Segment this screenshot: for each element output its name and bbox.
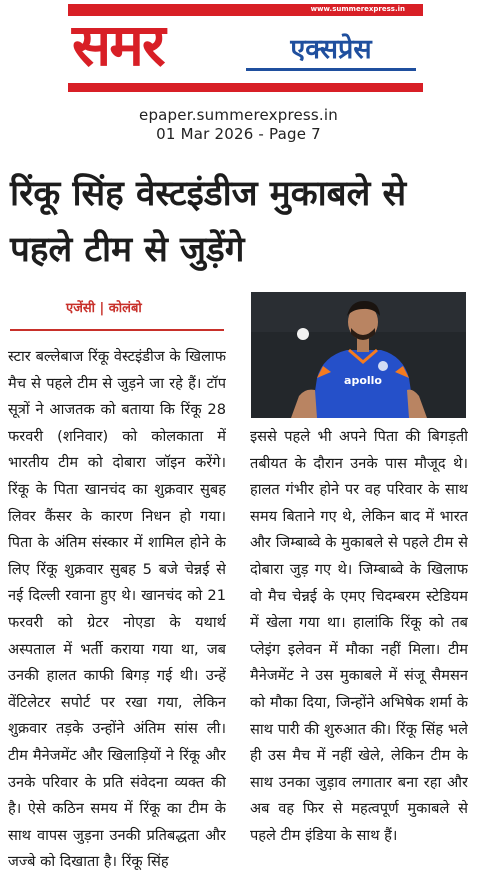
jersey-sponsor-text: apollo: [344, 374, 382, 387]
player-photo-illustration: [251, 292, 466, 418]
masthead-subname: एक्सप्रेस: [290, 34, 372, 65]
masthead-logo: [68, 4, 423, 92]
source-date-page: 01 Mar 2026 - Page 7: [156, 125, 321, 143]
cricket-ball: [297, 328, 309, 340]
source-info: [0, 106, 477, 144]
source-site: epaper.summerexpress.in: [139, 106, 338, 124]
masthead-name: समर: [72, 11, 164, 79]
masthead-url: www.summerexpress.in: [310, 5, 405, 13]
article-headline: रिंकू सिंह वेस्टइंडीज मुकाबले से पहले टीम से जुड़ेंगे: [10, 174, 407, 270]
article-column-left: स्टार बल्लेबाज रिंकू वेस्टइंडीज के खिलाफ मैच से पहले टीम से जुड़ने जा रहे हैं। टॉप सूत्रों ने आजतक को बताया कि रिंकू 28 फरवरी (शनिवार) को कोलकाता में भारतीय टीम को दोबारा जॉइन करेंगे। रिंकू के पिता खानचंद का शुक्रवार सुबह लिवर कैंसर के कारण निधन हो गया। पिता के अंतिम संस्कार में शामिल होने के लिए रिंकू शुक्रवार सुबह 5 बजे चेन्नई से नई दिल्ली रवाना हुए थे। खानचंद को 21 फरवरी को ग्रेटर नोएडा के यथार्थ अस्पताल में भर्ती कराया गया था, जब उनकी हालत काफी बिगड़ गई थी। उन्हें वेंटिलेटर सपोर्ट पर रखा गया, लेकिन शुक्रवार तड़के उन्होंने अंतिम सांस ली। टीम मैनेजमेंट और खिलाड़ियों ने रिंकू और उनके परिवार के प्रति संवेदना व्यक्त की है। ऐसे कठिन समय में रिंकू का टीम के साथ वापस जुड़ना उनकी प्रतिबद्धता और जज्बे को दिखाता है। रिंकू सिंह: [8, 348, 226, 871]
masthead-bottom-bar: [68, 83, 423, 92]
article-column-right: इससे पहले भी अपने पिता की बिगड़ती तबीयत के दौरान उनके पास मौजूद थे। हालत गंभीर होने पर वह परिवार के साथ समय बिताने गए थे, लेकिन बाद में भारत और जिम्बाब्वे के मुकाबले से पहले टीम से दोबारा जुड़ गए थे। जिम्बाब्वे के खिलाफ वो मैच चेन्नई के एमए चिदम्बरम स्टेडियम में खेला गया था। हालांकि रिंकू को तब प्लेइंग इलेवन में मौका नहीं मिला। टीम मैनेजमेंट ने उस मुकाबले में संजू सैमसन को मौका दिया, जिन्होंने अभिषेक शर्मा के साथ पारी की शुरुआत की। रिंकू सिंह भले ही उस मैच में नहीं खेले, लेकिन टीम के साथ उनका जुड़ाव लगातार बना रहा और अब वह फिर से महत्वपूर्ण मुकाबले से पहले टीम इंडिया के साथ हैं।: [250, 428, 468, 844]
article-photo: [251, 292, 466, 418]
article-byline: एजेंसी | कोलंबो: [66, 301, 142, 316]
masthead-subname-box: [246, 32, 416, 71]
byline-divider: [10, 329, 224, 331]
